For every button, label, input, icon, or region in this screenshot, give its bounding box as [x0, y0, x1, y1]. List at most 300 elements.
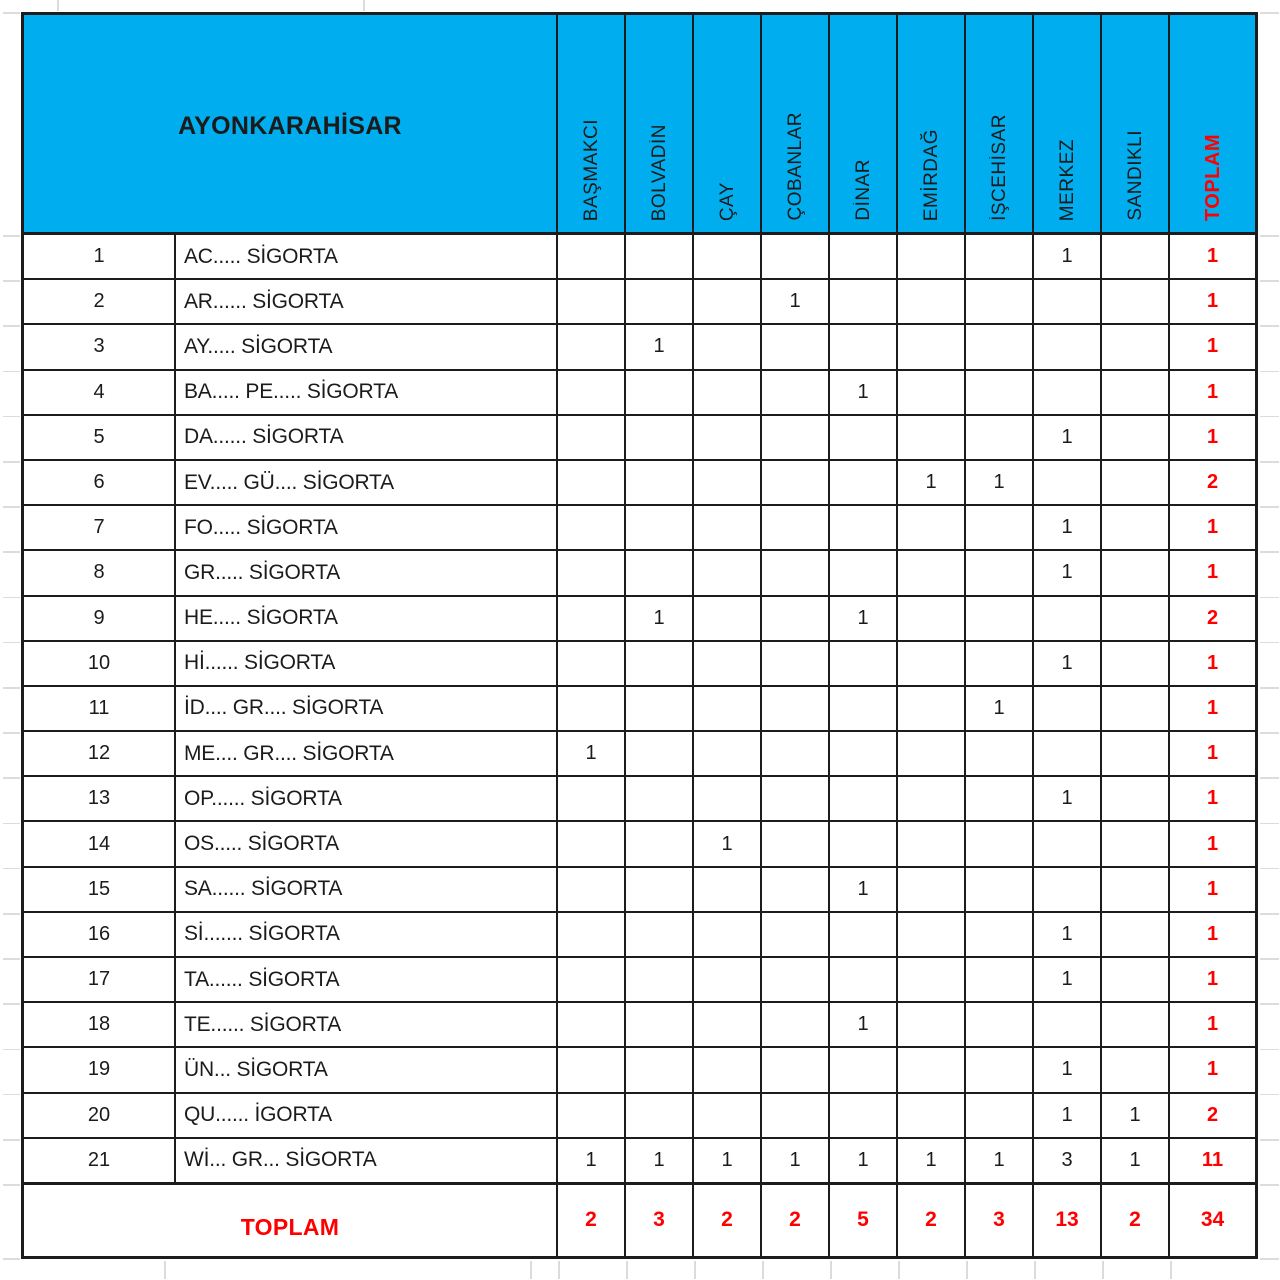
- company-name-cell[interactable]: DA...... SİGORTA: [176, 416, 558, 461]
- row-number-cell[interactable]: 14: [24, 822, 176, 867]
- count-cell[interactable]: [1034, 597, 1102, 642]
- count-cell[interactable]: [1102, 506, 1170, 551]
- row-total-cell[interactable]: 11: [1170, 1139, 1255, 1184]
- count-cell[interactable]: [694, 597, 762, 642]
- sheet-gridline: [3, 1184, 20, 1186]
- column-header[interactable]: [1034, 15, 1102, 235]
- count-cell[interactable]: [898, 235, 966, 280]
- count-cell[interactable]: 1: [830, 868, 898, 913]
- sheet-gridline: [626, 1261, 628, 1279]
- count-cell[interactable]: [898, 371, 966, 416]
- column-header-toplam[interactable]: [1170, 15, 1255, 235]
- column-header[interactable]: [558, 15, 626, 235]
- column-total-cell[interactable]: 2: [558, 1184, 626, 1256]
- column-header-label: MERKEZ: [1056, 138, 1078, 221]
- count-cell[interactable]: [558, 1048, 626, 1093]
- count-cell[interactable]: [762, 687, 830, 732]
- company-name-cell[interactable]: AC..... SİGORTA: [176, 235, 558, 280]
- count-cell[interactable]: [762, 1094, 830, 1139]
- row-total-cell[interactable]: 2: [1170, 597, 1255, 642]
- count-cell[interactable]: [966, 416, 1034, 461]
- count-cell[interactable]: [898, 416, 966, 461]
- sheet-gridline: [1260, 1003, 1279, 1005]
- company-name-cell[interactable]: Hİ...... SİGORTA: [176, 642, 558, 687]
- count-cell[interactable]: 1: [558, 732, 626, 777]
- count-cell[interactable]: [830, 506, 898, 551]
- count-cell[interactable]: 1: [626, 1139, 694, 1184]
- count-cell[interactable]: [830, 1048, 898, 1093]
- company-name-cell[interactable]: SA...... SİGORTA: [176, 868, 558, 913]
- count-cell[interactable]: [898, 687, 966, 732]
- count-cell[interactable]: [626, 461, 694, 506]
- count-cell[interactable]: [1034, 868, 1102, 913]
- column-total-cell[interactable]: 2: [694, 1184, 762, 1256]
- count-cell[interactable]: [694, 732, 762, 777]
- count-cell[interactable]: [626, 732, 694, 777]
- sheet-gridline: [1260, 1258, 1279, 1260]
- count-cell[interactable]: [694, 461, 762, 506]
- count-cell[interactable]: [966, 822, 1034, 867]
- row-number-cell[interactable]: 1: [24, 235, 176, 280]
- count-cell[interactable]: [898, 958, 966, 1003]
- count-cell[interactable]: [694, 506, 762, 551]
- count-cell[interactable]: 1: [1034, 1094, 1102, 1139]
- row-total-cell[interactable]: 1: [1170, 235, 1255, 280]
- count-cell[interactable]: [1102, 868, 1170, 913]
- count-cell[interactable]: [1102, 461, 1170, 506]
- row-number-cell[interactable]: 3: [24, 325, 176, 370]
- sheet-gridline: [3, 371, 20, 373]
- count-cell[interactable]: [966, 551, 1034, 596]
- count-cell[interactable]: [830, 913, 898, 958]
- row-total-cell[interactable]: 1: [1170, 551, 1255, 596]
- column-total-cell[interactable]: 3: [626, 1184, 694, 1256]
- count-cell[interactable]: [898, 597, 966, 642]
- count-cell[interactable]: [830, 777, 898, 822]
- company-name-cell[interactable]: AR...... SİGORTA: [176, 280, 558, 325]
- count-cell[interactable]: [1102, 732, 1170, 777]
- count-cell[interactable]: [1034, 325, 1102, 370]
- count-cell[interactable]: [558, 416, 626, 461]
- row-total-cell[interactable]: 1: [1170, 1048, 1255, 1093]
- count-cell[interactable]: [626, 1003, 694, 1048]
- company-name-cell[interactable]: FO..... SİGORTA: [176, 506, 558, 551]
- count-cell[interactable]: [762, 958, 830, 1003]
- count-cell[interactable]: [966, 777, 1034, 822]
- count-cell[interactable]: [898, 1048, 966, 1093]
- count-cell[interactable]: 1: [1102, 1139, 1170, 1184]
- row-number-cell[interactable]: 9: [24, 597, 176, 642]
- row-total-cell[interactable]: 1: [1170, 325, 1255, 370]
- count-cell[interactable]: [558, 642, 626, 687]
- count-cell[interactable]: [558, 597, 626, 642]
- sheet-gridline: [1260, 777, 1279, 779]
- company-name-cell[interactable]: ME.... GR.... SİGORTA: [176, 732, 558, 777]
- count-cell[interactable]: [762, 416, 830, 461]
- count-cell[interactable]: [1034, 371, 1102, 416]
- table-title-cell[interactable]: AYONKARAHİSAR: [24, 15, 558, 235]
- count-cell[interactable]: [898, 325, 966, 370]
- count-cell[interactable]: [762, 913, 830, 958]
- count-cell[interactable]: [830, 280, 898, 325]
- count-cell[interactable]: [1034, 732, 1102, 777]
- sheet-gridline: [1260, 235, 1279, 237]
- count-cell[interactable]: [830, 235, 898, 280]
- count-cell[interactable]: 1: [898, 461, 966, 506]
- count-cell[interactable]: [830, 642, 898, 687]
- count-cell[interactable]: 1: [694, 822, 762, 867]
- count-cell[interactable]: [626, 868, 694, 913]
- count-cell[interactable]: [558, 325, 626, 370]
- row-total-cell[interactable]: 1: [1170, 777, 1255, 822]
- count-cell[interactable]: [966, 325, 1034, 370]
- column-total-cell[interactable]: 2: [762, 1184, 830, 1256]
- row-number-cell[interactable]: 2: [24, 280, 176, 325]
- footer-total-label-cell[interactable]: TOPLAM: [24, 1184, 558, 1256]
- count-cell[interactable]: [1102, 687, 1170, 732]
- count-cell[interactable]: [762, 551, 830, 596]
- count-cell[interactable]: [966, 597, 1034, 642]
- count-cell[interactable]: [762, 1048, 830, 1093]
- count-cell[interactable]: [966, 371, 1034, 416]
- count-cell[interactable]: [1102, 822, 1170, 867]
- sheet-gridline: [530, 1261, 532, 1279]
- column-header[interactable]: [626, 15, 694, 235]
- row-number-cell[interactable]: 16: [24, 913, 176, 958]
- count-cell[interactable]: [1102, 777, 1170, 822]
- count-cell[interactable]: [830, 687, 898, 732]
- count-cell[interactable]: [626, 913, 694, 958]
- row-total-cell[interactable]: 1: [1170, 1003, 1255, 1048]
- count-cell[interactable]: [830, 325, 898, 370]
- column-header[interactable]: [966, 15, 1034, 235]
- row-total-cell[interactable]: 1: [1170, 642, 1255, 687]
- row-number-cell[interactable]: 15: [24, 868, 176, 913]
- row-total-cell[interactable]: 1: [1170, 732, 1255, 777]
- count-cell[interactable]: [762, 868, 830, 913]
- count-cell[interactable]: [558, 687, 626, 732]
- column-header-label: İŞCEHİSAR: [988, 114, 1010, 221]
- count-cell[interactable]: 1: [762, 280, 830, 325]
- count-cell[interactable]: [694, 371, 762, 416]
- count-cell[interactable]: [558, 958, 626, 1003]
- column-total-cell[interactable]: 3: [966, 1184, 1034, 1256]
- company-name-cell[interactable]: TE...... SİGORTA: [176, 1003, 558, 1048]
- count-cell[interactable]: [966, 732, 1034, 777]
- row-number-cell[interactable]: 4: [24, 371, 176, 416]
- company-name-cell[interactable]: Wİ... GR... SİGORTA: [176, 1139, 558, 1184]
- company-name-cell[interactable]: QU...... İGORTA: [176, 1094, 558, 1139]
- sheet-gridline: [1260, 732, 1279, 734]
- row-total-cell[interactable]: 1: [1170, 280, 1255, 325]
- row-total-cell[interactable]: 1: [1170, 416, 1255, 461]
- count-cell[interactable]: [1034, 461, 1102, 506]
- sheet-gridline: [3, 506, 20, 508]
- count-cell[interactable]: 1: [966, 687, 1034, 732]
- count-cell[interactable]: 1: [830, 597, 898, 642]
- count-cell[interactable]: [626, 416, 694, 461]
- row-total-cell[interactable]: 1: [1170, 868, 1255, 913]
- column-header[interactable]: [830, 15, 898, 235]
- count-cell[interactable]: [762, 235, 830, 280]
- count-cell[interactable]: [626, 822, 694, 867]
- count-cell[interactable]: [626, 958, 694, 1003]
- count-cell[interactable]: [694, 416, 762, 461]
- count-cell[interactable]: [830, 416, 898, 461]
- count-cell[interactable]: 1: [762, 1139, 830, 1184]
- count-cell[interactable]: [558, 868, 626, 913]
- row-total-cell[interactable]: 1: [1170, 506, 1255, 551]
- count-cell[interactable]: [558, 822, 626, 867]
- count-cell[interactable]: [626, 235, 694, 280]
- count-cell[interactable]: [626, 280, 694, 325]
- count-cell[interactable]: [898, 868, 966, 913]
- sheet-gridline: [898, 1261, 900, 1279]
- count-cell[interactable]: [898, 642, 966, 687]
- count-cell[interactable]: [694, 777, 762, 822]
- count-cell[interactable]: [1034, 687, 1102, 732]
- sheet-gridline: [3, 642, 20, 644]
- count-cell[interactable]: [898, 822, 966, 867]
- count-cell[interactable]: [626, 687, 694, 732]
- count-cell[interactable]: [966, 235, 1034, 280]
- column-header[interactable]: [762, 15, 830, 235]
- row-number-cell[interactable]: 12: [24, 732, 176, 777]
- count-cell[interactable]: [694, 1003, 762, 1048]
- row-total-cell[interactable]: 2: [1170, 461, 1255, 506]
- sheet-gridline: [694, 1261, 696, 1279]
- count-cell[interactable]: [762, 822, 830, 867]
- count-cell[interactable]: [898, 280, 966, 325]
- column-total-cell[interactable]: 2: [898, 1184, 966, 1256]
- company-name-cell[interactable]: İD.... GR.... SİGORTA: [176, 687, 558, 732]
- count-cell[interactable]: [762, 597, 830, 642]
- count-cell[interactable]: [830, 551, 898, 596]
- count-cell[interactable]: [558, 461, 626, 506]
- count-cell[interactable]: [762, 777, 830, 822]
- count-cell[interactable]: [558, 506, 626, 551]
- count-cell[interactable]: [626, 1048, 694, 1093]
- count-cell[interactable]: 3: [1034, 1139, 1102, 1184]
- count-cell[interactable]: [694, 868, 762, 913]
- company-name-cell[interactable]: BA..... PE..... SİGORTA: [176, 371, 558, 416]
- row-number-cell[interactable]: 10: [24, 642, 176, 687]
- sheet-gridline: [1260, 642, 1279, 644]
- count-cell[interactable]: 1: [626, 597, 694, 642]
- count-cell[interactable]: [762, 642, 830, 687]
- column-total-cell[interactable]: 5: [830, 1184, 898, 1256]
- count-cell[interactable]: [694, 958, 762, 1003]
- count-cell[interactable]: [898, 1094, 966, 1139]
- count-cell[interactable]: 1: [1034, 777, 1102, 822]
- count-cell[interactable]: 1: [1034, 416, 1102, 461]
- row-number-cell[interactable]: 11: [24, 687, 176, 732]
- row-number-cell[interactable]: 7: [24, 506, 176, 551]
- company-name-cell[interactable]: OP...... SİGORTA: [176, 777, 558, 822]
- sheet-gridline: [1260, 325, 1279, 327]
- count-cell[interactable]: 1: [966, 461, 1034, 506]
- count-cell[interactable]: 1: [1034, 506, 1102, 551]
- count-cell[interactable]: 1: [1034, 551, 1102, 596]
- grand-total-cell[interactable]: 34: [1170, 1184, 1255, 1256]
- count-cell[interactable]: [830, 1094, 898, 1139]
- count-cell[interactable]: [626, 777, 694, 822]
- company-name-cell[interactable]: EV..... GÜ.... SİGORTA: [176, 461, 558, 506]
- count-cell[interactable]: [694, 1048, 762, 1093]
- row-total-cell[interactable]: 2: [1170, 1094, 1255, 1139]
- count-cell[interactable]: [1102, 913, 1170, 958]
- company-name-cell[interactable]: HE..... SİGORTA: [176, 597, 558, 642]
- count-cell[interactable]: 1: [1102, 1094, 1170, 1139]
- row-number-cell[interactable]: 13: [24, 777, 176, 822]
- company-name-cell[interactable]: Sİ....... SİGORTA: [176, 913, 558, 958]
- row-number-cell[interactable]: 20: [24, 1094, 176, 1139]
- count-cell[interactable]: [830, 732, 898, 777]
- count-cell[interactable]: 1: [558, 1139, 626, 1184]
- count-cell[interactable]: [558, 913, 626, 958]
- count-cell[interactable]: [898, 732, 966, 777]
- count-cell[interactable]: 1: [966, 1139, 1034, 1184]
- company-name-cell[interactable]: AY..... SİGORTA: [176, 325, 558, 370]
- sheet-gridline: [3, 1094, 20, 1096]
- count-cell[interactable]: [830, 958, 898, 1003]
- row-total-cell[interactable]: 1: [1170, 687, 1255, 732]
- count-cell[interactable]: [694, 280, 762, 325]
- count-cell[interactable]: 1: [1034, 958, 1102, 1003]
- count-cell[interactable]: [694, 325, 762, 370]
- count-cell[interactable]: [966, 506, 1034, 551]
- column-total-cell[interactable]: 2: [1102, 1184, 1170, 1256]
- count-cell[interactable]: 1: [1034, 913, 1102, 958]
- count-cell[interactable]: [966, 1003, 1034, 1048]
- sheet-gridline: [3, 732, 20, 734]
- count-cell[interactable]: [1034, 1003, 1102, 1048]
- row-number-cell[interactable]: 21: [24, 1139, 176, 1184]
- count-cell[interactable]: [1102, 235, 1170, 280]
- count-cell[interactable]: [558, 551, 626, 596]
- count-cell[interactable]: [626, 1094, 694, 1139]
- count-cell[interactable]: [1102, 325, 1170, 370]
- count-cell[interactable]: [898, 777, 966, 822]
- count-cell[interactable]: 1: [830, 1139, 898, 1184]
- count-cell[interactable]: [966, 280, 1034, 325]
- count-cell[interactable]: [694, 235, 762, 280]
- count-cell[interactable]: 1: [1034, 235, 1102, 280]
- count-cell[interactable]: [626, 371, 694, 416]
- count-cell[interactable]: [898, 1003, 966, 1048]
- sheet-gridline: [3, 325, 20, 327]
- count-cell[interactable]: [558, 1094, 626, 1139]
- row-number-cell[interactable]: 17: [24, 958, 176, 1003]
- count-cell[interactable]: [1034, 280, 1102, 325]
- count-cell[interactable]: [762, 506, 830, 551]
- count-cell[interactable]: [1102, 551, 1170, 596]
- count-cell[interactable]: [830, 461, 898, 506]
- count-cell[interactable]: [898, 506, 966, 551]
- count-cell[interactable]: [1102, 597, 1170, 642]
- count-cell[interactable]: 1: [694, 1139, 762, 1184]
- count-cell[interactable]: [1034, 822, 1102, 867]
- row-total-cell[interactable]: 1: [1170, 913, 1255, 958]
- count-cell[interactable]: [966, 868, 1034, 913]
- count-cell[interactable]: [694, 1094, 762, 1139]
- count-cell[interactable]: [626, 506, 694, 551]
- count-cell[interactable]: [966, 958, 1034, 1003]
- row-number-cell[interactable]: 5: [24, 416, 176, 461]
- count-cell[interactable]: [966, 642, 1034, 687]
- count-cell[interactable]: [762, 371, 830, 416]
- count-cell[interactable]: [694, 642, 762, 687]
- count-cell[interactable]: [966, 913, 1034, 958]
- count-cell[interactable]: [1102, 642, 1170, 687]
- count-cell[interactable]: [898, 913, 966, 958]
- column-header[interactable]: [1102, 15, 1170, 235]
- count-cell[interactable]: 1: [1034, 642, 1102, 687]
- count-cell[interactable]: [1102, 958, 1170, 1003]
- count-cell[interactable]: [762, 325, 830, 370]
- column-header[interactable]: [694, 15, 762, 235]
- sheet-gridline: [1260, 371, 1279, 373]
- count-cell[interactable]: [558, 371, 626, 416]
- count-cell[interactable]: [558, 235, 626, 280]
- count-cell[interactable]: [694, 913, 762, 958]
- row-total-cell[interactable]: 1: [1170, 958, 1255, 1003]
- count-cell[interactable]: [898, 551, 966, 596]
- count-cell[interactable]: [966, 1048, 1034, 1093]
- company-name-cell[interactable]: OS..... SİGORTA: [176, 822, 558, 867]
- count-cell[interactable]: 1: [830, 1003, 898, 1048]
- row-number-cell[interactable]: 6: [24, 461, 176, 506]
- count-cell[interactable]: [558, 1003, 626, 1048]
- count-cell[interactable]: 1: [1034, 1048, 1102, 1093]
- sheet-gridline: [3, 461, 20, 463]
- count-cell[interactable]: [1102, 1048, 1170, 1093]
- count-cell[interactable]: [966, 1094, 1034, 1139]
- sheet-gridline: [164, 1261, 166, 1279]
- count-cell[interactable]: [558, 280, 626, 325]
- row-number-cell[interactable]: 8: [24, 551, 176, 596]
- count-cell[interactable]: 1: [830, 371, 898, 416]
- count-cell[interactable]: [694, 551, 762, 596]
- count-cell[interactable]: [558, 777, 626, 822]
- row-total-cell[interactable]: 1: [1170, 822, 1255, 867]
- column-header-label: BAŞMAKCI: [580, 118, 602, 221]
- column-total-cell[interactable]: 13: [1034, 1184, 1102, 1256]
- count-cell[interactable]: [694, 687, 762, 732]
- row-number-cell[interactable]: 19: [24, 1048, 176, 1093]
- row-total-cell[interactable]: 1: [1170, 371, 1255, 416]
- count-cell[interactable]: [1102, 280, 1170, 325]
- count-cell[interactable]: [762, 732, 830, 777]
- count-cell[interactable]: [626, 642, 694, 687]
- count-cell[interactable]: [762, 461, 830, 506]
- count-cell[interactable]: 1: [898, 1139, 966, 1184]
- count-cell[interactable]: 1: [626, 325, 694, 370]
- row-number-cell[interactable]: 18: [24, 1003, 176, 1048]
- column-header-label: BOLVADİN: [648, 123, 670, 221]
- column-header[interactable]: [898, 15, 966, 235]
- count-cell[interactable]: [1102, 371, 1170, 416]
- company-name-cell[interactable]: GR..... SİGORTA: [176, 551, 558, 596]
- count-cell[interactable]: [1102, 1003, 1170, 1048]
- company-name-cell[interactable]: ÜN... SİGORTA: [176, 1048, 558, 1093]
- count-cell[interactable]: [1102, 416, 1170, 461]
- sheet-gridline: [1260, 1139, 1279, 1141]
- count-cell[interactable]: [626, 551, 694, 596]
- count-cell[interactable]: [830, 822, 898, 867]
- company-name-cell[interactable]: TA...... SİGORTA: [176, 958, 558, 1003]
- count-cell[interactable]: [762, 1003, 830, 1048]
